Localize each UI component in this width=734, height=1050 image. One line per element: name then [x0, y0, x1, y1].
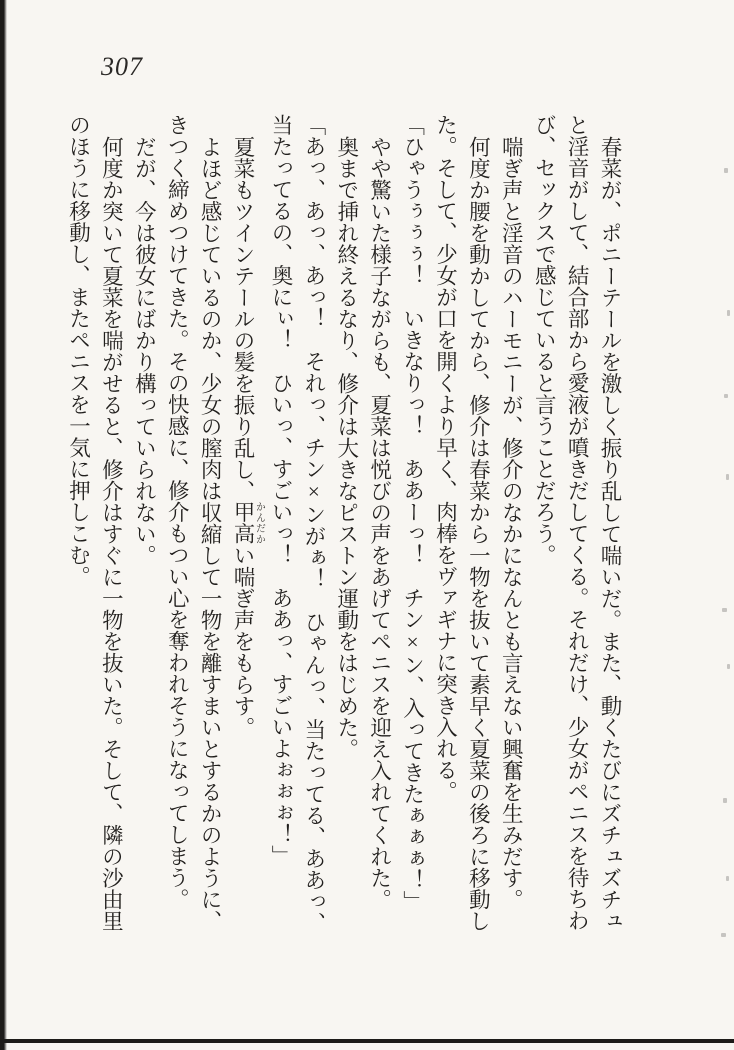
scan-artifact [721, 933, 726, 937]
paragraph: 喘ぎ声と淫音のハーモニーが、修介のなかになんとも言えない興奮を生みだす。 [499, 135, 524, 910]
scan-artifact [727, 310, 730, 316]
paragraph: 奥まで挿れ終えるなり、修介は大きなピストン運動をはじめた。 [334, 135, 359, 759]
paragraph: 「ひゃうぅぅぅ！ いきなりっ！ ああーっ！ チン×ン、入ってきたぁぁぁ！」 [400, 114, 425, 912]
scan-artifact [723, 798, 727, 803]
paragraph: よほど感じているのか、少女の膣肉は収縮して一物を離すまいとするかのように、きつく締めつけてきた。その快感に、修介もつい心を奪われそうになってしまう。 [165, 114, 223, 931]
paragraph: 春菜が、ポニーテールを激しく振り乱して喘いだ。また、動くたびにズチュズチュと淫音がして、結合部から愛液が噴きだしてくる。それだけ、少女がペニスを待ちわび、セックスで感じていると言うことだろう。 [532, 114, 622, 931]
paragraph: 「あっ、あっ、あっ！ それっ、チン×ンがぁ！ ひゃんっ、当たってる、ああっ、当たってるの、奥にぃ！ ひいっ、すごいっ！ ああっ、すごいよぉぉぉ！」 [268, 114, 326, 934]
page-number: 307 [101, 52, 143, 81]
paragraph: やや驚いた様子ながらも、夏菜は悦びの声をあげてペニスを迎え入れてくれた。 [367, 135, 392, 910]
page-left-edge-shadow [0, 0, 7, 1050]
body-text [62, 114, 626, 936]
scan-artifact [726, 876, 729, 881]
scan-artifact [724, 394, 728, 398]
paragraph: 何度か突いて夏菜を喘がせると、修介はすぐに一物を抜いた。そして、隣の沙由里のほうに移動し、またペニスを一気に押しこむ。 [66, 114, 124, 931]
scan-artifact [726, 474, 729, 480]
paragraph: だが、今は彼女にばかり構っていられない。 [132, 135, 157, 566]
paragraph: 何度か腰を動かしてから、修介は春菜から一物を抜いて素早く夏菜の後ろに移動した。そして、少女が口を開くより早く、肉棒をヴァギナに突き入れる。 [433, 114, 491, 931]
scan-artifact [724, 168, 728, 173]
page-bottom-edge-shadow [0, 1039, 734, 1043]
paragraph: 夏菜もツインテールの髪を振り乱し、甲高かんだかい喘ぎ声をもらす。 [231, 135, 265, 738]
scan-artifact [727, 664, 730, 669]
furigana-ruby: 甲高かんだか [231, 501, 265, 544]
scan-artifact [722, 608, 727, 612]
